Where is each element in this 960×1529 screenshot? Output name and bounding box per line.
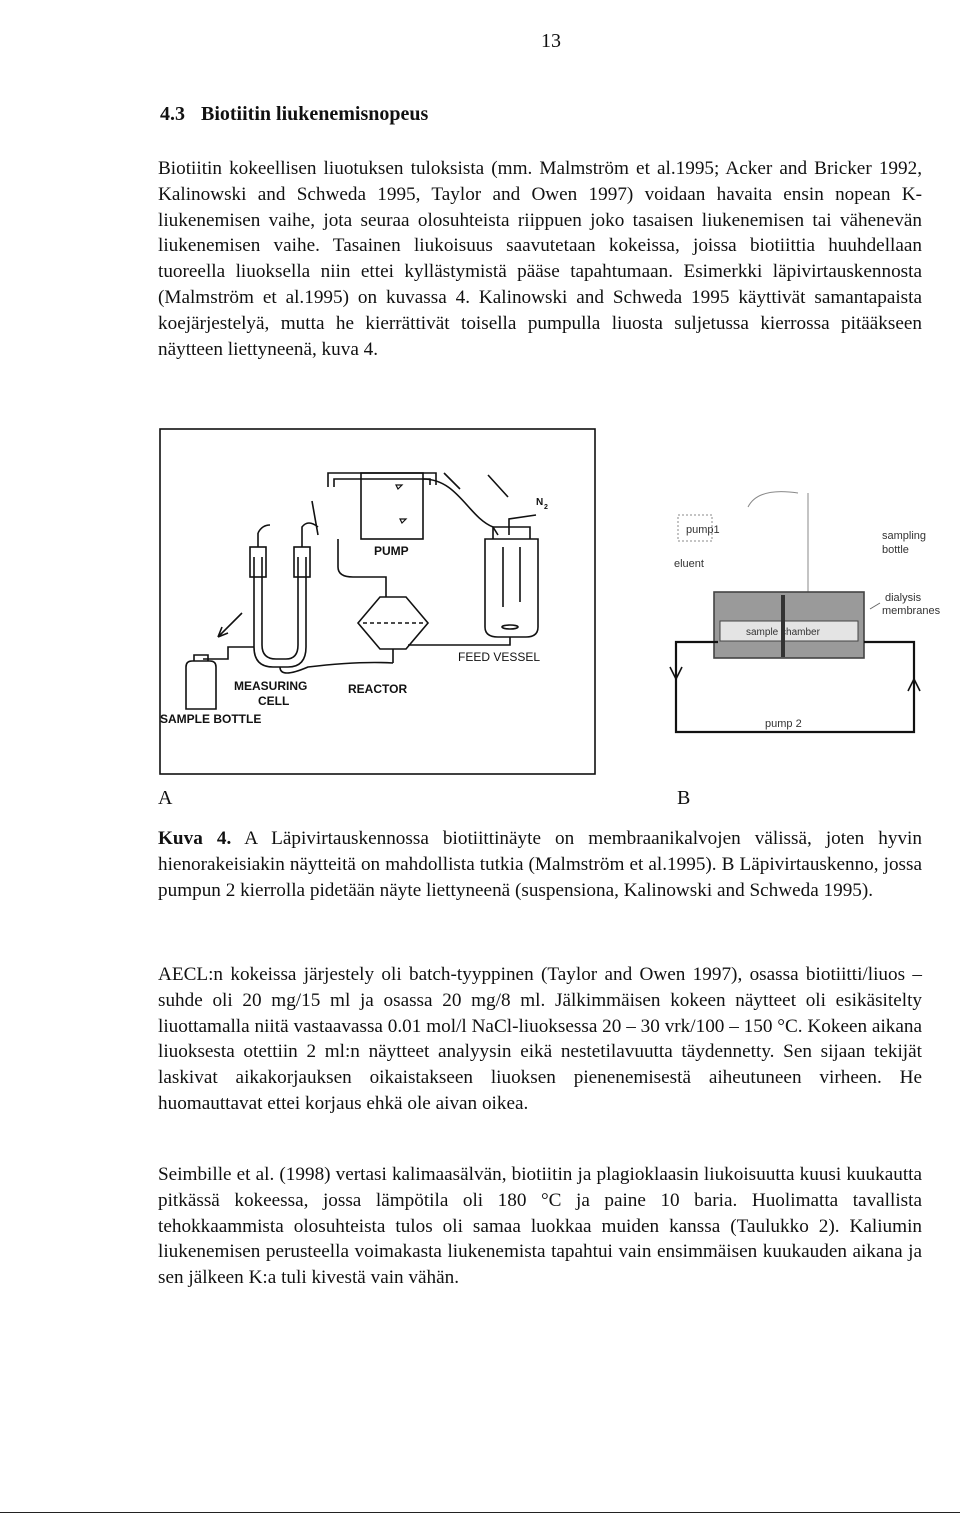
body-paragraph-1: Biotiitin kokeellisen liuotuksen tuloksista (mm. Malmström et al.1995; Acker and Bricker 1992, Kalinowski and Schweda 1995, Taylor and Owen 1997) voidaan havaita ensin nopean K-liukenemisen vaihe, jota seuraa olosuhteista riippuen joko tasaisen liukenemisen tai vähenevän liukenemisen vaihe. Tasainen liukoisuus saavutetaan kokeissa, joissa biotiittia huuhdellaan tuoreella liuoksella niin ettei kyllästymistä pääse tapahtumaan. Esimerkki läpivirtauskennosta (Malmström et al.1995) on kuvassa 4. Kalinowski and Schweda 1995 käyttivät samantapaista koejärjestelyä, mutta he kierrättivät toisella pumpulla liuosta suljetussa kierrossa pitääkseen näytteen liettyneenä, kuva 4.: [158, 158, 922, 360]
footer-rule: [0, 1512, 960, 1513]
label-cell: CELL: [258, 694, 290, 708]
figure-caption: [158, 826, 922, 903]
figure-4-drawing: [158, 427, 958, 777]
panel-b-letter: B: [677, 787, 691, 809]
label-pump2: pump 2: [765, 718, 802, 730]
page-number: 13: [541, 30, 561, 52]
label-feed-vessel: FEED VESSEL: [458, 650, 541, 664]
caption-label: Kuva 4.: [158, 828, 232, 849]
label-pump: PUMP: [374, 544, 409, 558]
label-measuring: MEASURING: [234, 679, 308, 693]
caption-text: A Läpivirtauskennossa biotiittinäyte on membraanikalvojen välissä, joten hyvin hienorakeisiakin näytteitä on mahdollista tutkia (Malmström et al.1995). B Läpivirtauskenno, jossa pumpun 2 kierrolla pidetään näyte liettyneenä (suspensiona, Kalinowski and Schweda 1995).: [158, 828, 922, 901]
label-sampling: sampling: [882, 530, 927, 542]
panel-a-labels: [160, 497, 548, 726]
panel-a-letter: A: [158, 787, 173, 809]
label-bottle: bottle: [882, 544, 909, 556]
section-number: 4.3: [160, 103, 185, 125]
label-eluent: eluent: [674, 558, 704, 570]
body-paragraph-2: AECL:n kokeissa järjestely oli batch-tyyppinen (Taylor and Owen 1997), osassa biotiitti/liuos –suhde oli 20 mg/15 ml ja osassa 20 mg/8 ml. Jälkimmäisen kokeen näytteet oli esikäsitelty liuottamalla niitä vastaavassa 0.01 mol/l NaCl-liuoksessa 20 – 30 vrk/100 – 150 °C. Kokeen aikana liuoksesta otettiin 2 ml:n näytteet analyysin eikä nestetilavuutta täydennetty. Sen sijaan tekijät laskivat aikakorjauksen oikaistakseen liuoksen pienenemisestä aiheutuneen virheen. He huomauttavat ettei korjaus ehkä ole aivan oikea.: [158, 964, 922, 1114]
label-sample-chamber: sample chamber: [746, 627, 820, 638]
label-reactor: REACTOR: [348, 682, 408, 696]
label-n2-sub: 2: [544, 504, 548, 511]
label-dialysis: dialysis: [885, 592, 922, 604]
body-paragraph-3: Seimbille et al. (1998) vertasi kalimaasälvän, biotiitin ja plagioklaasin liukoisuutta kuusi kuukautta pitkässä kokeessa, jossa lämpötila oli 180 °C ja paine 10 baria. Huolimatta tavallista tehokkaammista olosuhteista tulos oli samaa luokkaa muiden kanssa (Taulukko 2). Kaliumin liukenemisen perusteella voimakasta liukenemista tapahtui vain ensimmäisen kuukauden aikana ja sen jälkeen K:a tuli kivestä vain vähän.: [158, 1164, 922, 1289]
section-title: Biotiitin liukenemisnopeus: [201, 103, 429, 125]
label-pump1: pump1: [686, 524, 720, 536]
label-membranes: membranes: [882, 605, 941, 617]
label-sample-bottle: SAMPLE BOTTLE: [160, 712, 262, 726]
figure-4: [158, 427, 958, 777]
section-heading: [160, 103, 428, 126]
sample-bottle-shape: [186, 661, 216, 709]
feed-vessel: [485, 539, 538, 637]
pump-box: [361, 473, 423, 539]
label-n2: N: [536, 497, 544, 508]
